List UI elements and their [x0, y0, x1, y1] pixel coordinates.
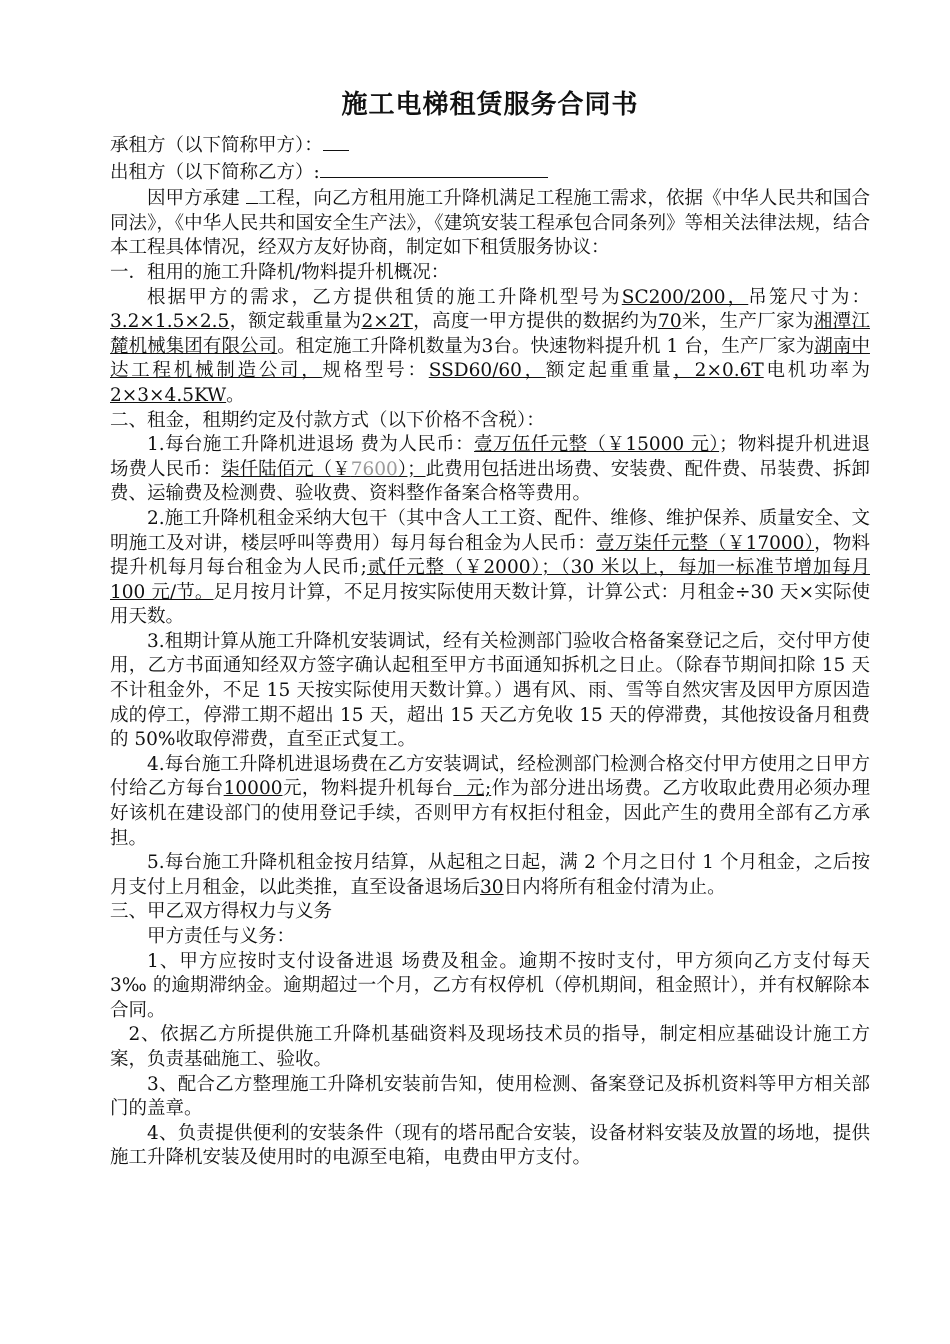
s1-text: 根据甲方的需求，乙方提供租赁的施工升降机型号为 — [147, 286, 622, 308]
duty-item-3: 3、配合乙方整理施工升降机安装前告知，使用检测、备案登记及拆机资料等甲方相关部门的盖章。 — [110, 1073, 870, 1120]
duty-item-2: 2、依据乙方所提供施工升降机基础资料及现场技术员的指导，制定相应基础设计施工方案，负责基础施工、验收。 — [110, 1024, 870, 1070]
clause-2-2 — [110, 507, 870, 630]
s1-text: 台。快速物料提升机 1 台，生产厂家为 — [493, 335, 815, 357]
monthly-rent-elevator: 壹万柒仟元整（￥17000） — [596, 532, 815, 554]
entry-payment-amount: 10000 — [223, 778, 283, 800]
clause-text: ；物料提升机进退场费人民币： — [110, 434, 870, 480]
duty-item-1: 1、甲方应按时支付设备进退 场费及租金。逾期不按时支付，甲方须向乙方支付每天 3‰ 的逾期滞纳金。逾期超过一个月，乙方有权停机（停机期间，租金照计），并有权解除本合同。 — [110, 950, 870, 1021]
monthly-rent-hoist: 贰仟元整（￥2000）；（30 米以上，每加一标准节增加每月 100 元/节。 — [110, 557, 870, 603]
party-a-duties-heading: 甲方责任与义务： — [147, 926, 296, 947]
clause-text: ，物料提升机每月每台租金为人民币; — [110, 532, 870, 579]
hoist-load: ，2×0.6T — [673, 360, 764, 382]
lessee-line — [110, 132, 870, 159]
s1-text: ，高度一甲方提供的数据约为 — [412, 311, 659, 333]
rated-load: 2×2T — [361, 311, 413, 333]
s1-text: 额定起重重量 — [545, 360, 674, 382]
s1-text: 。 — [226, 384, 245, 406]
intro-text-b: 工程，向乙方租用施工升降机满足工程施工需求，依据《中华人民共和国合同法》，《中华人民共和国安全生产法》，《建筑安装工程承包合同条列》等相关法律法规，结合本工程具体情况，经双方友好协商，制定如下租赁服务协议： — [110, 188, 870, 259]
lessor-label: 出租方（以下简称乙方）: — [110, 161, 320, 183]
section-3-heading: 三、甲乙双方得权力与义务 — [110, 901, 333, 923]
clause-text: 日内将所有租金付清为止。 — [503, 876, 726, 898]
quantity: 3 — [481, 335, 494, 357]
clause-text: 元，物料提升机每台 — [282, 778, 454, 800]
document-title: 施工电梯租赁服务合同书 — [341, 90, 639, 120]
lessee-label: 承租方（以下简称甲方）： — [110, 135, 323, 156]
clause-text: 作为部分进出场费。乙方收取此费用必须办理好该机在建设部门的使用登记手续，否则甲方有权拒付租金，因此产生的费用全部有乙方承担。 — [110, 778, 870, 849]
entry-fee-hoist — [221, 459, 425, 480]
intro-paragraph — [110, 185, 870, 261]
section-2-heading: 二、租金，租期约定及付款方式（以下价格不含税）： — [110, 409, 545, 431]
clause-text: 4.每台施工升降机进退场费在乙方安装调试，经检测部门检测合格交付甲方使用之日甲方付给乙方每台 — [110, 753, 870, 800]
duty-item-4: 4、负责提供便利的安装条件（现有的塔吊配合安装，设备材料安装及放置的场地，提供施工升降机安装及使用时的电源至电箱，电费由甲方支付。 — [110, 1122, 870, 1169]
clause-text: 此费用包括进出场费、安装费、配件费、吊装费、拆卸费、运输费及检测费、验收费、资料整作备案合格等费用。 — [110, 458, 870, 505]
lessor-blank — [320, 159, 548, 178]
entry-fee-hoist-close: ）； — [397, 458, 426, 480]
s1-text: 。租定施工升降机数量为 — [277, 335, 482, 357]
clause-text: 1.每台施工升降机进退场 费为人民币： — [147, 434, 475, 456]
entry-fee-elevator: 壹万伍仟元整（￥15000 元） — [474, 434, 720, 456]
s1-text: 吊笼尺寸为： — [748, 286, 870, 308]
hoist-payment-blank: 元; — [453, 778, 492, 800]
clause-2-1 — [110, 433, 870, 507]
entry-fee-hoist-amount: 7600 — [350, 458, 398, 480]
clause-2-5 — [110, 851, 870, 900]
clause-text: 5.每台施工升降机租金按月结算，从起租之日起，满 2 个月之日付 1 个月租金，之后按月支付上月租金，以此类推，直至设备退场后 — [110, 852, 870, 898]
section-1-paragraph — [110, 286, 870, 409]
section-1-heading: 一．租用的施工升降机/物料提升机概况： — [110, 261, 450, 283]
elevator-model: SC200/200， — [621, 286, 749, 308]
clause-text: 2.施工升降机租金采纳大包干（其中含人工工资、配件、维修、维护保养、质量安全、文明施工及对讲，楼层呼叫等费用）每月每台租金为人民币： — [110, 507, 870, 554]
lessor-line — [110, 159, 870, 186]
lessee-blank — [323, 132, 349, 151]
s1-text: ，额定载重量为 — [229, 311, 362, 333]
manufacturer-2: 湖南中达工程机械制造公司， — [110, 335, 870, 382]
clause-text: 足月按月计算，不足月按实际使用天数计算，计算公式：月租金÷30 天×实际使用天数。 — [110, 581, 870, 628]
settlement-days: 30 — [480, 876, 504, 898]
clause-2-4 — [110, 753, 870, 851]
entry-fee-hoist-text: 柒仟陆佰元（￥ — [221, 458, 351, 480]
manufacturer: 湘潭江麓机械集团有限公司 — [110, 311, 870, 357]
s1-text: 规格型号： — [322, 360, 429, 382]
motor-power: 2×3×4.5KW — [110, 384, 227, 406]
height-value: 70 — [658, 311, 682, 333]
clause-2-3: 3.租期计算从施工升降机安装调试，经有关检测部门验收合格备案登记之后，交付甲方使用，乙方书面通知经双方签字确认起租至甲方书面通知拆机之日止。（除春节期间扣除 15 天不计租金外，不足 15 天按实际使用天数计算。）遇有风、雨、雪等自然灾害及因甲方原因造成的停工，停滞工期不超出 15 天，超出 15 天乙方免收 15 天的停滞费，其他按设备月租费的 50%收取停滞费，直至正式复工。 — [110, 630, 870, 751]
s1-text: 电机功率为 — [763, 360, 870, 382]
project-blank — [246, 185, 258, 204]
cage-size: 3.2×1.5×2.5 — [110, 311, 230, 333]
s1-text: 米，生产厂家为 — [681, 311, 814, 333]
intro-text-a: 因甲方承建 — [147, 188, 246, 210]
hoist-model: SSD60/60， — [428, 360, 546, 382]
